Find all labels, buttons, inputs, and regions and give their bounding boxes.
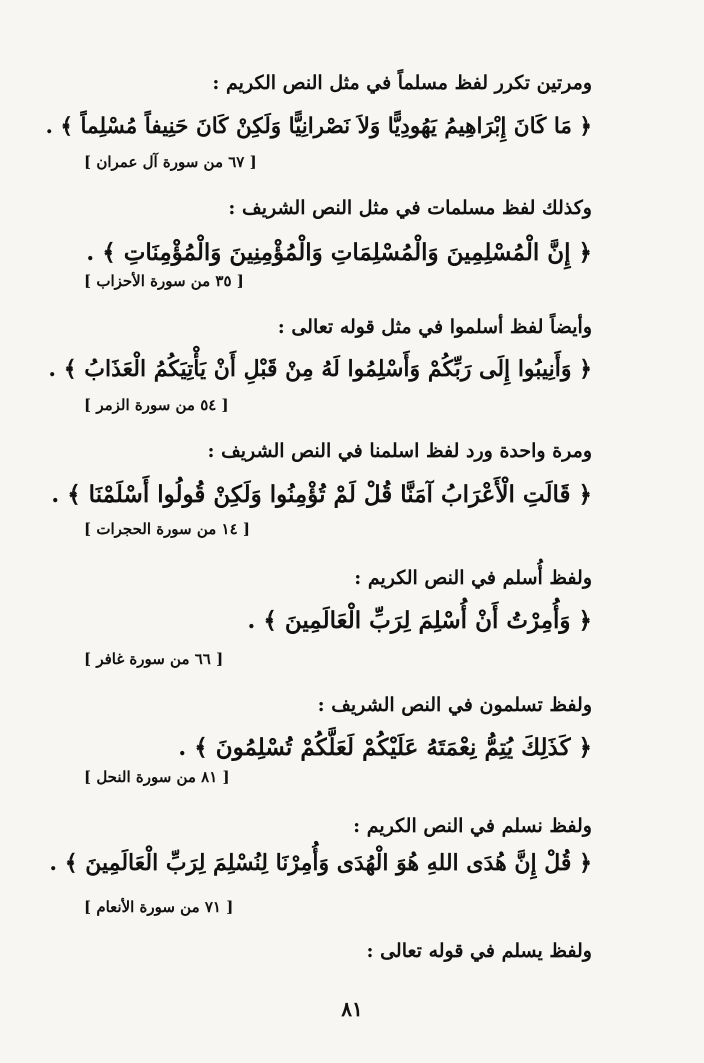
- quran-verse: ﴿ كَذَلِكَ يُتِمُّ نِعْمَتَهُ عَلَيْكُمْ لَعَلَّكُمْ تُسْلِمُونَ ﴾ .: [178, 734, 592, 761]
- intro-line: ولفظ يسلم في قوله تعالى :: [366, 940, 592, 962]
- intro-line: ولفظ تسلمون في النص الشريف :: [317, 694, 592, 716]
- intro-line: ولفظ أُسلم في النص الكريم :: [354, 567, 592, 589]
- quran-verse: ﴿ قَالَتِ الْأَعْرَابُ آمَنَّا قُلْ لَمْ تُؤْمِنُوا وَلَكِنْ قُولُوا أَسْلَمْنَا ﴾ .: [51, 481, 592, 508]
- verse-reference: [ ١٤ من سورة الحجرات ]: [84, 520, 250, 538]
- verse-reference: [ ٦٦ من سورة غافر ]: [84, 650, 224, 668]
- quran-verse: ﴿ مَا كَانَ إِبْرَاهِيمُ يَهُودِيًّا وَلاَ نَصْرانِيًّا وَلَكِنْ كَانَ حَنِيفاً مُسْلِماً ﴾ .: [45, 114, 592, 139]
- intro-line: ومرتين تكرر لفظ مسلماً في مثل النص الكريم :: [212, 72, 592, 94]
- verse-reference: [ ٧١ من سورة الأنعام ]: [84, 898, 234, 916]
- intro-line: وكذلك لفظ مسلمات في مثل النص الشريف :: [228, 197, 592, 219]
- verse-reference: [ ٦٧ من سورة آل عمران ]: [84, 153, 257, 171]
- quran-verse: ﴿ وَأَنِيبُوا إِلَى رَبِّكُمْ وَأَسْلِمُوا لَهُ مِنْ قَبْلِ أَنْ يَأْتِيَكُمُ الْعَذَابُ ﴾ .: [48, 356, 592, 382]
- verse-reference: [ ٣٥ من سورة الأحزاب ]: [84, 272, 244, 290]
- verse-reference: [ ٨١ من سورة النحل ]: [84, 768, 230, 786]
- intro-line: ولفظ نسلم في النص الكريم :: [353, 815, 592, 837]
- intro-line: ومرة واحدة ورد لفظ اسلمنا في النص الشريف :: [207, 440, 592, 462]
- quran-verse: ﴿ إِنَّ الْمُسْلِمِينَ وَالْمُسْلِمَاتِ وَالْمُؤْمِنِينَ وَالْمُؤْمِنَاتِ ﴾ .: [86, 239, 592, 266]
- intro-line: وأيضاً لفظ أسلموا في مثل قوله تعالى :: [277, 316, 592, 338]
- page-number: ٨١: [341, 997, 363, 1021]
- quran-verse: ﴿ وَأُمِرْتُ أَنْ أُسْلِمَ لِرَبِّ الْعَالَمِينَ ﴾ .: [247, 607, 592, 634]
- verse-reference: [ ٥٤ من سورة الزمر ]: [84, 396, 229, 414]
- quran-verse: ﴿ قُلْ إِنَّ هُدَى اللهِ هُوَ الْهُدَى وَأُمِرْنَا لِنُسْلِمَ لِرَبِّ الْعَالَمِينَ ﴾ .: [49, 850, 592, 876]
